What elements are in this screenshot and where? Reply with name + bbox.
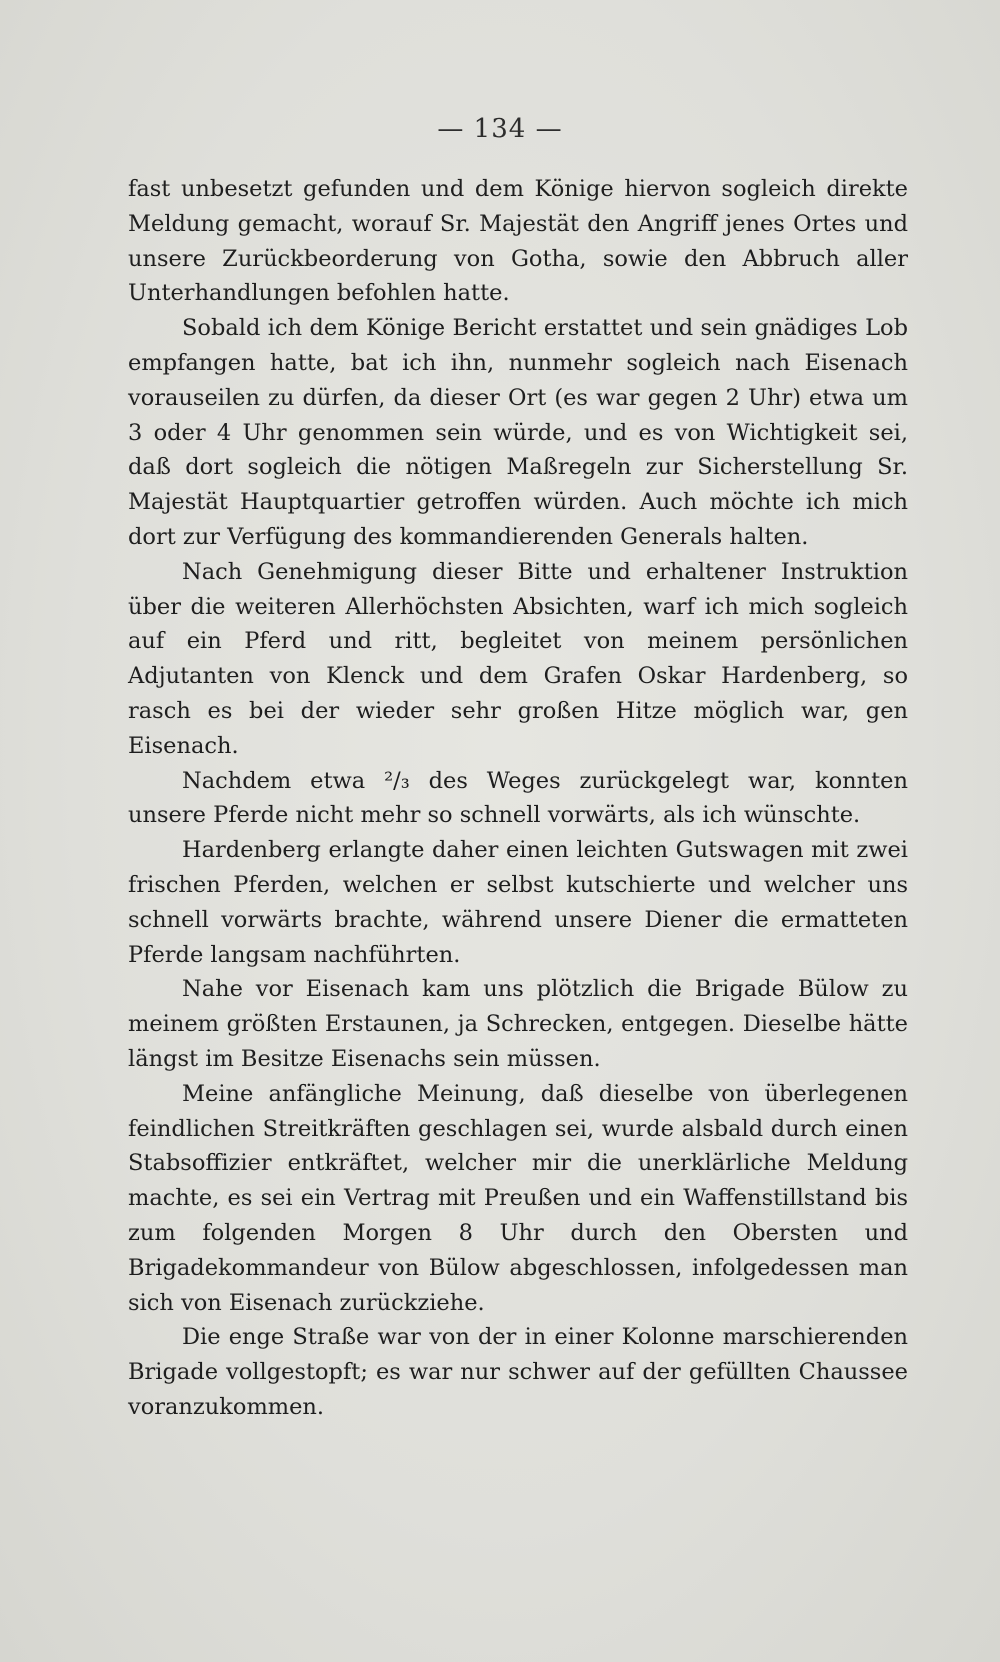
- paragraph: Nachdem etwa ²/₃ des Weges zurückgelegt war, konnten unsere Pferde nicht mehr so schnell vorwärts, als ich wünschte.: [128, 767, 908, 829]
- paragraph: Sobald ich dem Könige Bericht erstattet und sein gnädiges Lob empfangen hatte, bat ich ihn, nunmehr sogleich nach Eisenach vorauseilen zu dürfen, da dieser Ort (es war gegen 2 Uhr) etwa um 3 oder 4 Uhr genommen sein würde, und es von Wichtigkeit sei, daß dort sogleich die nötigen Maßregeln zur Sicherstellung Sr. Majestät Hauptquartier getroffen würden. Auch möchte ich mich dort zur Verfügung des kommandierenden Generals halten.: [128, 315, 908, 550]
- paragraph: Hardenberg erlangte daher einen leichten Gutswagen mit zwei frischen Pferden, welchen er selbst kutschierte und welcher uns schnell vorwärts brachte, während unsere Diener die ermatteten Pferde langsam nachführten.: [128, 837, 908, 968]
- body-text: [128, 172, 908, 1425]
- paragraph: Nach Genehmigung dieser Bitte und erhaltener Instruktion über die weiteren Allerhöchsten Absichten, warf ich mich sogleich auf ein Pferd und ritt, begleitet von meinem persönlichen Adjutanten von Klenck und dem Grafen Oskar Hardenberg, so rasch es bei der wieder sehr großen Hitze möglich war, gen Eisenach.: [128, 558, 908, 759]
- paragraph: fast unbesetzt gefunden und dem Könige hiervon sogleich direkte Meldung gemacht, worauf Sr. Majestät den Angriff jenes Ortes und unsere Zurückbeorderung von Gotha, sowie den Abbruch aller Unterhandlungen befohlen hatte.: [128, 176, 908, 307]
- page-number: — 134 —: [437, 114, 563, 144]
- paragraph: Die enge Straße war von der in einer Kolonne marschierenden Brigade vollgestopft; es war nur schwer auf der gefüllten Chaussee voranzukommen.: [128, 1324, 908, 1420]
- paragraph: Meine anfängliche Meinung, daß dieselbe von überlegenen feindlichen Streitkräften geschlagen sei, wurde alsbald durch einen Stabsoffizier entkräftet, welcher mir die unerklärliche Meldung machte, es sei ein Vertrag mit Preußen und ein Waffenstillstand bis zum folgenden Morgen 8 Uhr durch den Obersten und Brigadekommandeur von Bülow abgeschlossen, infolgedessen man sich von Eisenach zurückziehe.: [128, 1080, 908, 1316]
- paragraph: Nahe vor Eisenach kam uns plötzlich die Brigade Bülow zu meinem größten Erstaunen, ja Schrecken, entgegen. Dieselbe hätte längst im Besitze Eisenachs sein müssen.: [128, 976, 908, 1072]
